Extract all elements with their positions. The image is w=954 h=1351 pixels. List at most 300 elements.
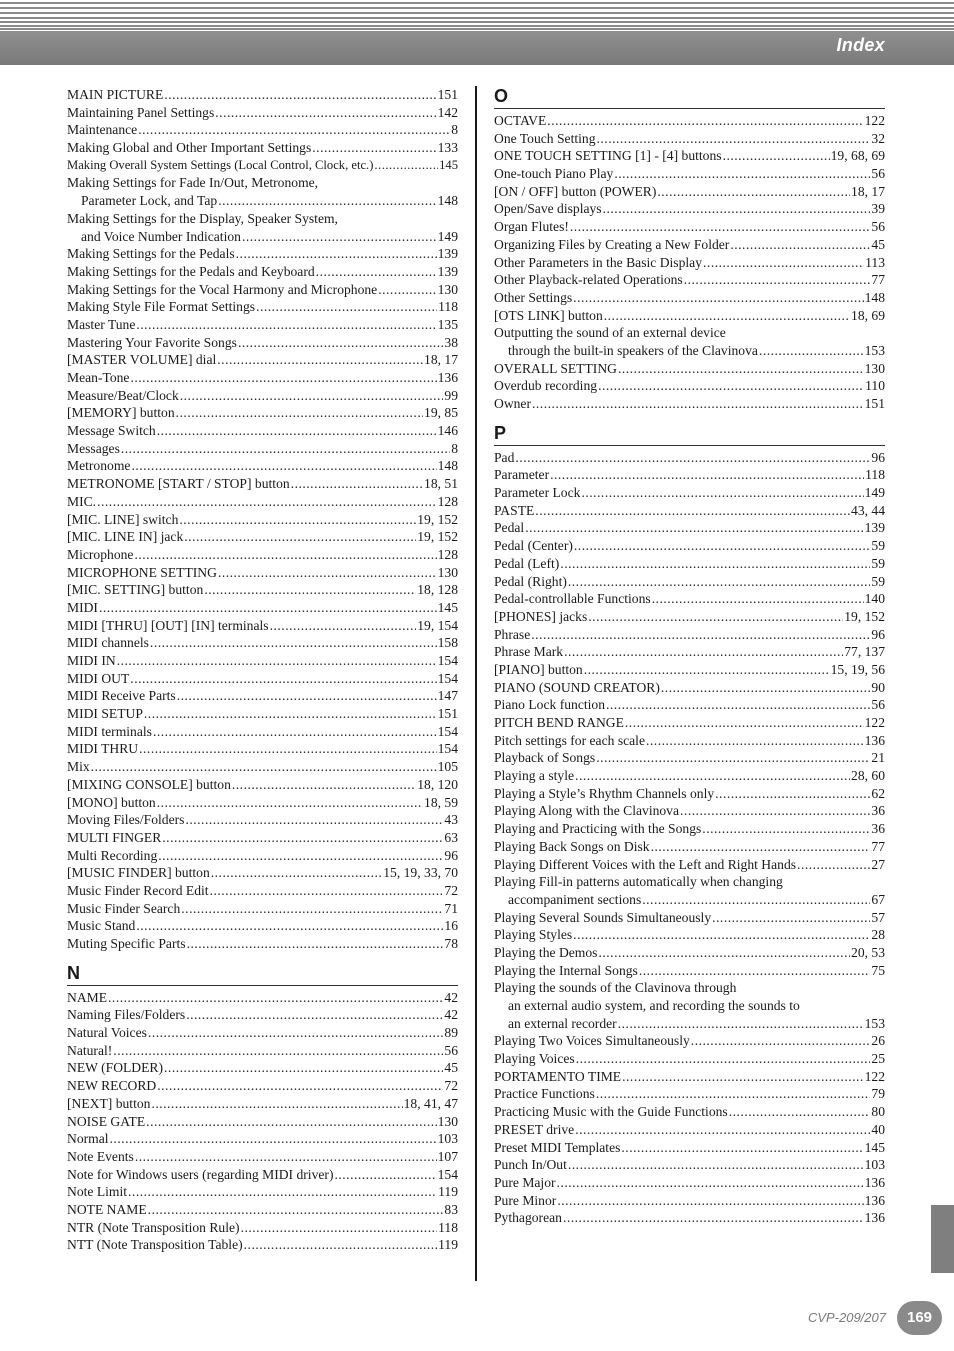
index-entry	[494, 679, 885, 697]
entry-page-ref: 113	[865, 254, 885, 270]
entry-text: NEW RECORD	[67, 1078, 157, 1094]
entry-text: Overdub recording	[494, 378, 598, 394]
dot-leader	[759, 342, 864, 360]
dot-leader	[136, 917, 443, 935]
entry-page-ref: 83	[444, 1201, 458, 1217]
entry-text: Pure Major	[494, 1174, 556, 1190]
entry-text: PRESET drive	[494, 1121, 575, 1137]
entry-page-ref: 130	[437, 1113, 458, 1129]
entry-text: [MASTER VOLUME] dial	[67, 352, 217, 368]
entry-text: Multi Recording	[67, 847, 158, 863]
dot-leader	[211, 864, 382, 882]
section-letter-o: O	[494, 86, 885, 109]
entry-page-ref: 99	[444, 387, 458, 403]
entry-text: Parameter Lock, and Tap	[81, 193, 218, 209]
index-entry	[494, 466, 885, 484]
entry-text: Moving Files/Folders	[67, 812, 185, 828]
index-entry	[494, 785, 885, 803]
dot-leader	[547, 112, 863, 130]
entry-page-ref: 103	[437, 1131, 458, 1147]
dot-leader	[110, 1130, 437, 1148]
index-entry	[67, 1166, 458, 1184]
dot-leader	[684, 271, 871, 289]
index-entry	[67, 900, 458, 918]
dot-leader	[232, 776, 416, 794]
dot-leader	[598, 377, 864, 395]
entry-page-ref: 96	[871, 626, 885, 642]
index-entry	[494, 377, 885, 395]
entry-text: Pitch settings for each scale	[494, 732, 645, 748]
entry-text: Playing Several Sounds Simultaneously	[494, 909, 712, 925]
dot-leader	[217, 351, 423, 369]
dot-leader	[614, 165, 870, 183]
entry-page-ref: 8	[451, 122, 458, 138]
index-entry	[67, 546, 458, 564]
dot-leader	[215, 104, 436, 122]
entry-text: Playing Along with the Clavinova	[494, 803, 680, 819]
index-entry	[67, 847, 458, 865]
dot-leader	[712, 909, 870, 927]
dot-leader	[570, 218, 871, 236]
index-entry	[494, 307, 885, 325]
entry-text: Pythagorean	[494, 1210, 562, 1226]
dot-leader	[210, 882, 444, 900]
entry-page-ref: 153	[864, 1015, 885, 1031]
dot-leader	[108, 989, 443, 1007]
entry-page-ref: 59	[871, 573, 885, 589]
entry-text: Note Limit	[67, 1184, 128, 1200]
entry-page-ref: 43, 44	[851, 502, 885, 518]
entry-page-ref: 136	[864, 1210, 885, 1226]
index-entry	[67, 1006, 458, 1024]
entry-page-ref: 130	[437, 564, 458, 580]
dot-leader	[164, 1059, 443, 1077]
index-entry	[494, 1174, 885, 1192]
dot-leader	[136, 316, 436, 334]
index-entry	[67, 228, 458, 246]
dot-leader	[575, 1121, 870, 1139]
index-entry	[67, 1059, 458, 1077]
entry-page-ref: 140	[864, 591, 885, 607]
index-entry	[494, 767, 885, 785]
entry-text: ONE TOUCH SETTING [1] - [4] buttons	[494, 148, 722, 164]
index-entry	[67, 935, 458, 953]
index-entry	[494, 537, 885, 555]
index-entry	[494, 802, 885, 820]
entry-text: Mean-Tone	[67, 370, 130, 385]
entry-text: Making Settings for the Vocal Harmony and Microphone	[67, 281, 378, 297]
index-entry	[494, 1156, 885, 1174]
entry-text: Playing Styles	[494, 927, 573, 943]
entry-page-ref: 110	[865, 378, 885, 394]
dot-leader	[157, 794, 423, 812]
dot-leader	[316, 263, 437, 281]
dot-leader	[564, 643, 843, 661]
entry-page-ref: 45	[871, 236, 885, 252]
index-entry	[67, 511, 458, 529]
entry-page-ref: 72	[444, 1078, 458, 1094]
entry-text: MIDI	[67, 599, 98, 615]
index-entry	[67, 617, 458, 635]
entry-text: NEW (FOLDER)	[67, 1060, 164, 1076]
entry-page-ref: 105	[437, 759, 458, 775]
o-entries	[494, 112, 885, 413]
dot-leader	[148, 1024, 443, 1042]
entry-text: Making Overall System Settings (Local Control, Clock, etc.)	[67, 157, 374, 172]
dot-leader	[797, 856, 870, 874]
dot-leader	[652, 590, 864, 608]
entry-text: Natural!	[67, 1042, 113, 1058]
dot-leader	[99, 599, 437, 617]
entry-text: MIDI IN	[67, 653, 116, 668]
index-entry	[67, 86, 458, 104]
entry-text: Outputting the sound of an external device	[494, 325, 726, 341]
entry-page-ref: 145	[864, 1139, 885, 1155]
entry-page-ref: 39	[871, 201, 885, 217]
entry-page-ref: 158	[437, 635, 458, 651]
entry-page-ref: 42	[444, 989, 458, 1005]
entry-text: Open/Save displays	[494, 201, 602, 217]
index-entry	[494, 856, 885, 874]
index-entry	[494, 271, 885, 289]
index-entry	[494, 590, 885, 608]
entry-page-ref: 148	[864, 289, 885, 305]
entry-text: Measure/Beat/Clock	[67, 387, 179, 403]
dot-leader	[144, 705, 437, 723]
entry-text: Playing a Style’s Rhythm Channels only	[494, 785, 715, 801]
dot-leader	[557, 1174, 864, 1192]
index-entry	[494, 820, 885, 838]
dot-leader	[256, 298, 437, 316]
index-entry	[494, 1015, 885, 1033]
dot-leader	[568, 1156, 864, 1174]
entry-text: MAIN PICTURE	[67, 87, 164, 102]
entry-text: Messages	[67, 440, 120, 456]
entry-page-ref: 43	[444, 812, 458, 828]
entry-text: [MIC. SETTING] button	[67, 582, 204, 598]
index-entry	[494, 1139, 885, 1157]
entry-page-ref: 36	[871, 803, 885, 819]
index-entry	[67, 882, 458, 900]
entry-text: NOTE NAME	[67, 1201, 147, 1217]
dot-leader	[121, 440, 450, 458]
index-entry	[494, 838, 885, 856]
entry-text: Parameter	[494, 467, 550, 483]
header-stripes	[0, 0, 954, 30]
index-entry	[494, 909, 885, 927]
dot-leader	[618, 1015, 864, 1033]
dot-leader	[151, 1095, 402, 1113]
entry-page-ref: 71	[444, 900, 458, 916]
index-entry	[494, 289, 885, 307]
index-entry	[494, 218, 885, 236]
dot-leader	[374, 157, 438, 175]
entry-text: and Voice Number Indication	[81, 228, 241, 244]
entry-page-ref: 28, 60	[851, 768, 885, 784]
index-entry	[494, 555, 885, 573]
entry-page-ref: 16	[444, 918, 458, 934]
entry-page-ref: 19, 154	[417, 617, 458, 633]
entry-text: an external audio system, and recording the sounds to	[508, 998, 800, 1013]
dot-leader	[596, 1085, 871, 1103]
index-entry	[67, 174, 458, 192]
entry-page-ref: 56	[444, 1042, 458, 1058]
entry-page-ref: 38	[444, 334, 458, 350]
index-entry	[67, 316, 458, 334]
entry-text: MIDI SETUP	[67, 706, 143, 722]
index-entry	[494, 891, 885, 909]
index-entry	[67, 652, 458, 670]
index-entry	[494, 1121, 885, 1139]
dot-leader	[563, 1209, 864, 1227]
entry-page-ref: 118	[438, 1219, 458, 1235]
index-entry	[67, 1095, 458, 1113]
entry-text: [PHONES] jacks	[494, 608, 588, 624]
dot-leader	[573, 926, 870, 944]
entry-page-ref: 18, 17	[851, 183, 885, 199]
entry-text: Pedal (Center)	[494, 538, 573, 554]
index-entry	[67, 776, 458, 794]
entry-text: Phrase Mark	[494, 644, 564, 660]
dot-leader	[651, 838, 871, 856]
dot-leader	[218, 564, 437, 582]
dot-leader	[596, 749, 870, 767]
index-entry	[67, 245, 458, 263]
dot-leader	[236, 245, 437, 263]
entry-page-ref: 19, 152	[417, 511, 458, 527]
index-entry	[494, 873, 885, 891]
index-entry	[494, 324, 885, 342]
entry-page-ref: 145	[437, 599, 458, 615]
entry-text: Mix	[67, 759, 90, 775]
dot-leader	[730, 236, 870, 254]
dot-leader	[187, 935, 444, 953]
entry-text: Practice Functions	[494, 1086, 595, 1102]
dot-leader	[113, 1042, 443, 1060]
entry-text: [MIC. LINE] switch	[67, 511, 179, 527]
entry-text: [MUSIC FINDER] button	[67, 865, 210, 881]
index-entry	[494, 395, 885, 413]
entry-text: Natural Voices	[67, 1025, 147, 1041]
dot-leader	[139, 740, 436, 758]
entry-page-ref: 63	[444, 829, 458, 845]
dot-leader	[130, 670, 436, 688]
entry-page-ref: 32	[871, 130, 885, 146]
index-entry	[67, 794, 458, 812]
entry-page-ref: 122	[864, 113, 885, 128]
dot-leader	[146, 1113, 436, 1131]
index-entry	[494, 236, 885, 254]
index-entry	[67, 1148, 458, 1166]
index-entry	[67, 281, 458, 299]
entry-page-ref: 77, 137	[844, 644, 885, 660]
entry-text: Maintaining Panel Settings	[67, 104, 215, 120]
entry-page-ref: 15, 19, 33, 70	[383, 865, 458, 881]
header-band	[0, 31, 954, 65]
entry-page-ref: 118	[865, 467, 885, 483]
index-entry	[67, 1077, 458, 1095]
m-entries	[67, 86, 458, 953]
dot-leader	[535, 502, 850, 520]
section-letter-n: N	[67, 963, 458, 986]
page-title: Index	[836, 35, 885, 55]
entry-text: Music Stand	[67, 918, 136, 934]
entry-page-ref: 78	[444, 936, 458, 951]
entry-text: MIC.	[67, 493, 97, 509]
dot-leader	[186, 1006, 443, 1024]
entry-page-ref: 59	[871, 538, 885, 554]
index-entry	[67, 351, 458, 369]
index-entry	[67, 387, 458, 405]
index-entry	[67, 670, 458, 688]
dot-leader	[131, 457, 436, 475]
dot-leader	[642, 891, 870, 909]
p-entries	[494, 449, 885, 1227]
index-entry	[67, 634, 458, 652]
entry-page-ref: 18, 59	[424, 794, 458, 810]
index-entry	[67, 298, 458, 316]
index-entry	[494, 1050, 885, 1068]
index-entry	[67, 121, 458, 139]
dot-leader	[157, 422, 437, 440]
entry-text: Phrase	[494, 626, 531, 642]
dot-leader	[703, 254, 864, 272]
index-entry	[494, 696, 885, 714]
entry-text: MIDI Receive Parts	[67, 688, 176, 704]
entry-text: One-touch Piano Play	[494, 166, 614, 182]
index-entry	[67, 1042, 458, 1060]
index-entry	[494, 926, 885, 944]
entry-page-ref: 40	[871, 1121, 885, 1137]
entry-page-ref: 62	[871, 785, 885, 801]
index-entry	[67, 1130, 458, 1148]
dot-leader	[532, 395, 864, 413]
entry-page-ref: 96	[444, 847, 458, 863]
entry-page-ref: 151	[437, 706, 458, 722]
left-column	[67, 86, 458, 1254]
entry-text: Pedal (Left)	[494, 555, 560, 571]
page-number: 169	[897, 1301, 942, 1335]
entry-text: Other Settings	[494, 289, 573, 305]
entry-text: Note for Windows users (regarding MIDI driver)	[67, 1166, 334, 1182]
index-entry	[494, 573, 885, 591]
index-entry	[67, 917, 458, 935]
index-entry	[494, 643, 885, 661]
entry-page-ref: 133	[437, 140, 458, 156]
dot-leader	[181, 900, 443, 918]
dot-leader	[157, 1077, 443, 1095]
entry-text: Playback of Songs	[494, 750, 596, 766]
entry-page-ref: 154	[437, 723, 458, 739]
entry-page-ref: 36	[871, 821, 885, 837]
entry-page-ref: 135	[437, 316, 458, 332]
dot-leader	[639, 962, 871, 980]
entry-page-ref: 19, 68, 69	[830, 148, 885, 164]
entry-page-ref: 42	[444, 1007, 458, 1023]
entry-page-ref: 15, 19, 56	[830, 661, 885, 677]
entry-page-ref: 19, 152	[844, 608, 885, 624]
dot-leader	[91, 758, 437, 776]
index-entry	[67, 1024, 458, 1042]
index-entry	[67, 528, 458, 546]
entry-text: Making Global and Other Important Settings	[67, 140, 312, 156]
entry-page-ref: 148	[437, 193, 458, 209]
entry-text: Pedal-controllable Functions	[494, 591, 651, 607]
entry-text: [MONO] button	[67, 794, 156, 810]
entry-text: MIDI THRU	[67, 741, 139, 757]
index-entry	[67, 758, 458, 776]
entry-page-ref: 27	[871, 856, 885, 872]
entry-page-ref: 45	[444, 1060, 458, 1076]
index-entry	[67, 599, 458, 617]
dot-leader	[621, 1139, 863, 1157]
entry-text: accompaniment sections	[508, 891, 642, 907]
dot-leader	[128, 1183, 437, 1201]
entry-text: Playing a style	[494, 768, 575, 784]
index-entry	[67, 581, 458, 599]
index-entry	[494, 1103, 885, 1121]
dot-leader	[603, 200, 871, 218]
entry-text: Parameter Lock	[494, 485, 581, 501]
entry-text: Pure Minor	[494, 1192, 557, 1208]
dot-leader	[575, 767, 850, 785]
dot-leader	[618, 360, 864, 378]
index-entry	[494, 449, 885, 467]
entry-text: One Touch Setting	[494, 130, 596, 146]
entry-text: [ON / OFF] button (POWER)	[494, 183, 657, 199]
entry-text: through the built-in speakers of the Clavinova	[508, 342, 758, 358]
entry-text: Playing Two Voices Simultaneously	[494, 1033, 690, 1049]
entry-page-ref: 136	[864, 1192, 885, 1208]
entry-text: OCTAVE	[494, 113, 547, 128]
entry-text: [NEXT] button	[67, 1095, 151, 1111]
entry-text: Muting Specific Parts	[67, 936, 186, 951]
entry-page-ref: 148	[437, 458, 458, 474]
index-entry	[67, 422, 458, 440]
entry-text: Playing the Internal Songs	[494, 962, 638, 978]
dot-leader	[723, 147, 830, 165]
entry-page-ref: 20, 53	[851, 944, 885, 960]
dot-leader	[729, 1103, 871, 1121]
model-name: CVP-209/207	[807, 1310, 886, 1325]
index-entry	[67, 989, 458, 1007]
entry-page-ref: 18, 69	[851, 307, 885, 323]
section-letter-p: P	[494, 423, 885, 446]
entry-text: Message Switch	[67, 423, 156, 439]
dot-leader	[715, 785, 870, 803]
dot-leader	[134, 546, 436, 564]
entry-page-ref: 8	[451, 440, 458, 456]
entry-page-ref: 149	[437, 228, 458, 244]
entry-text: MICROPHONE SETTING	[67, 564, 217, 580]
index-entry	[67, 104, 458, 122]
dot-leader	[148, 1201, 444, 1219]
entry-page-ref: 154	[437, 653, 458, 668]
entry-text: Piano Lock function	[494, 697, 605, 713]
index-entry	[494, 1068, 885, 1086]
index-entry	[67, 457, 458, 475]
column-divider	[475, 86, 477, 1281]
entry-text: Making Settings for the Display, Speaker System,	[67, 210, 338, 226]
entry-text: PORTAMENTO TIME	[494, 1068, 622, 1084]
dot-leader	[574, 537, 871, 555]
index-entry	[494, 254, 885, 272]
entry-text: Music Finder Search	[67, 900, 181, 916]
entry-text: PITCH BEND RANGE	[494, 715, 624, 730]
entry-page-ref: 18, 128	[417, 582, 458, 598]
entry-page-ref: 139	[864, 520, 885, 536]
entry-page-ref: 139	[437, 246, 458, 262]
